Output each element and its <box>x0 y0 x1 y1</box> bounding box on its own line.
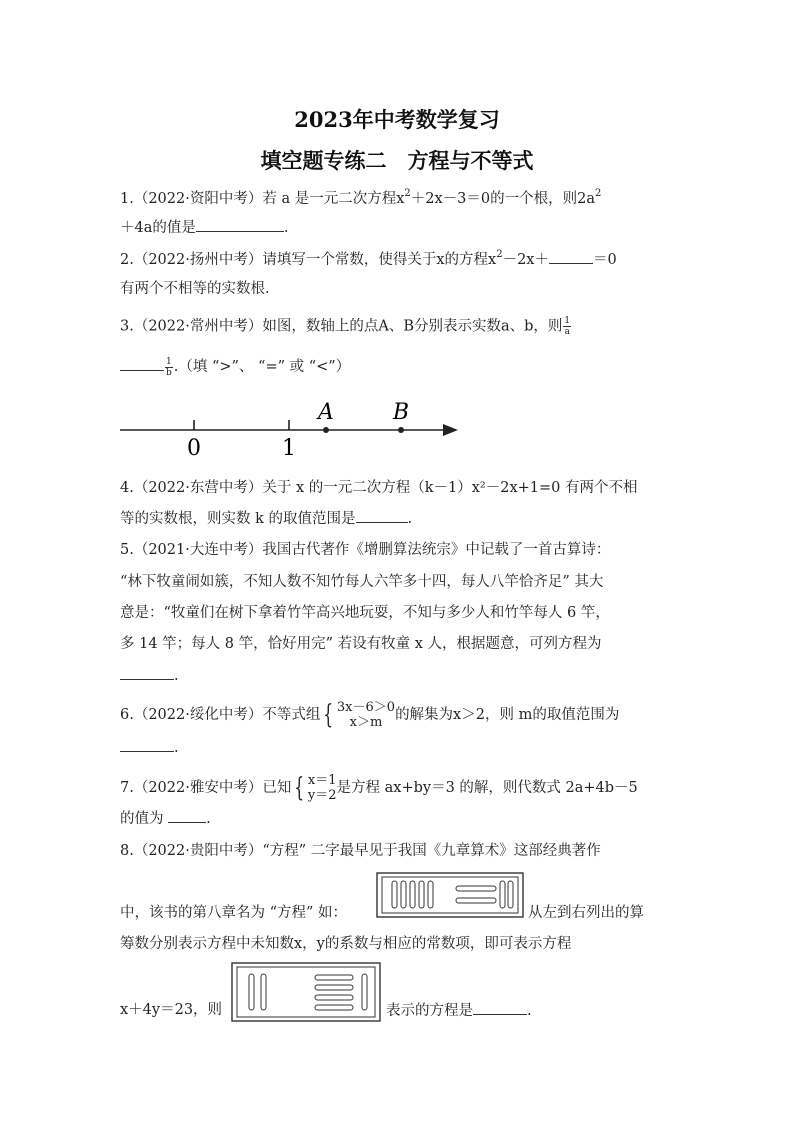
answer-blank[interactable] <box>168 808 206 823</box>
page-subtitle: 填空题专练二 方程与不等式 <box>260 148 534 173</box>
question-5-line-2: “林下牧童闹如簇，不知人数不知竹每人六竿多十四，每人八竿恰齐足” 其大 <box>120 574 604 590</box>
question-5-line-5: . <box>120 665 179 686</box>
page-title: 2023年中考数学复习 <box>294 107 500 132</box>
question-8-line-1: 8.（2022·贵阳中考）“方程” 二字最早见于我国《九章算术》这部经典著作 <box>120 843 601 859</box>
question-5-line-1: 5.（2021·大连中考）我国古代著作《增删算法统宗》中记载了一首古算诗： <box>120 542 611 558</box>
question-6-line-2: . <box>120 737 179 758</box>
answer-blank[interactable] <box>120 665 174 680</box>
counting-rods-figure-1 <box>376 872 524 918</box>
point-label-a: A <box>318 400 334 425</box>
equation-system: { x＝1 y＝2 <box>294 773 337 803</box>
question-8-line-4: x＋4y＝23，则 <box>120 1002 223 1018</box>
question-7-line-2: 的值为 . <box>120 808 211 829</box>
question-7-line-1: 7.（2022·雅安中考）已知 { x＝1 y＝2 是方程 ax+by＝3 的解，则代数式 2a+4b－5 <box>120 773 638 803</box>
fraction-1-over-b: $\frac{1}{b}$ <box>165 356 172 378</box>
question-2-line-2: 有两个不相等的实数根. <box>120 281 270 297</box>
answer-blank[interactable] <box>473 1000 527 1015</box>
question-8-line-2: 中，该书的第八章名为 “方程” 如： <box>120 905 348 921</box>
question-1-line-1: 1.（2022·资阳中考）若 a 是一元二次方程$x^2+2x-3=0$的一个根，则$2a^2$ <box>120 188 602 207</box>
question-8-line-4-tail: 表示的方程是 . <box>386 1000 532 1021</box>
point-b-dot <box>398 427 404 433</box>
arrow-right-icon <box>443 424 458 436</box>
question-3-line-2: $\frac{1}{b}$ .（填 “>”、 “=” 或 “<”） <box>120 356 350 378</box>
tick-label-0: 0 <box>187 436 201 461</box>
question-4-line-1: 4.（2022·东营中考）关于 x 的一元二次方程（k－1）x²－2x+1=0 有两个不相 <box>120 480 638 496</box>
answer-blank[interactable] <box>120 737 174 752</box>
question-1-line-2: ＋4a的值是 . <box>120 217 288 238</box>
question-5-line-4: 多 14 竿；每人 8 竿，恰好用完” 若设有牧童 x 人，根据题意，可列方程为 <box>120 636 602 652</box>
question-8-line-3: 筹数分别表示方程中未知数x，y的系数与相应的常数项，即可表示方程 <box>120 936 572 952</box>
question-8-line-2-tail: 从左到右列出的算 <box>528 905 644 921</box>
question-4-line-2: 等的实数根，则实数 k 的取值范围是 . <box>120 508 412 529</box>
counting-rods-figure-2 <box>231 962 381 1022</box>
point-label-b: B <box>392 400 410 425</box>
question-3-line-1: 3.（2022·常州中考）如图，数轴上的点A、B分别表示实数a、b，则 $\frac{1}{a}$ <box>120 316 571 337</box>
point-a-dot <box>323 427 329 433</box>
question-5-line-3: 意是：“牧童们在树下拿着竹竿高兴地玩耍，不知与多少人和竹竿每人 6 竿， <box>120 605 610 621</box>
tick-label-1: 1 <box>282 436 296 461</box>
fraction-1-over-a: $\frac{1}{a}$ <box>564 316 571 337</box>
question-6-line-1: 6.（2022·绥化中考）不等式组 { 3x－6＞0 x＞m 的解集为x＞2，则 m的取值范围为 <box>120 700 620 730</box>
inequality-system: { 3x－6＞0 x＞m <box>323 700 396 730</box>
question-2-line-1: 2.（2022·扬州中考）请填写一个常数，使得关于x的方程$x^2-2x+ =0$ <box>120 249 617 268</box>
answer-blank[interactable] <box>356 508 408 523</box>
